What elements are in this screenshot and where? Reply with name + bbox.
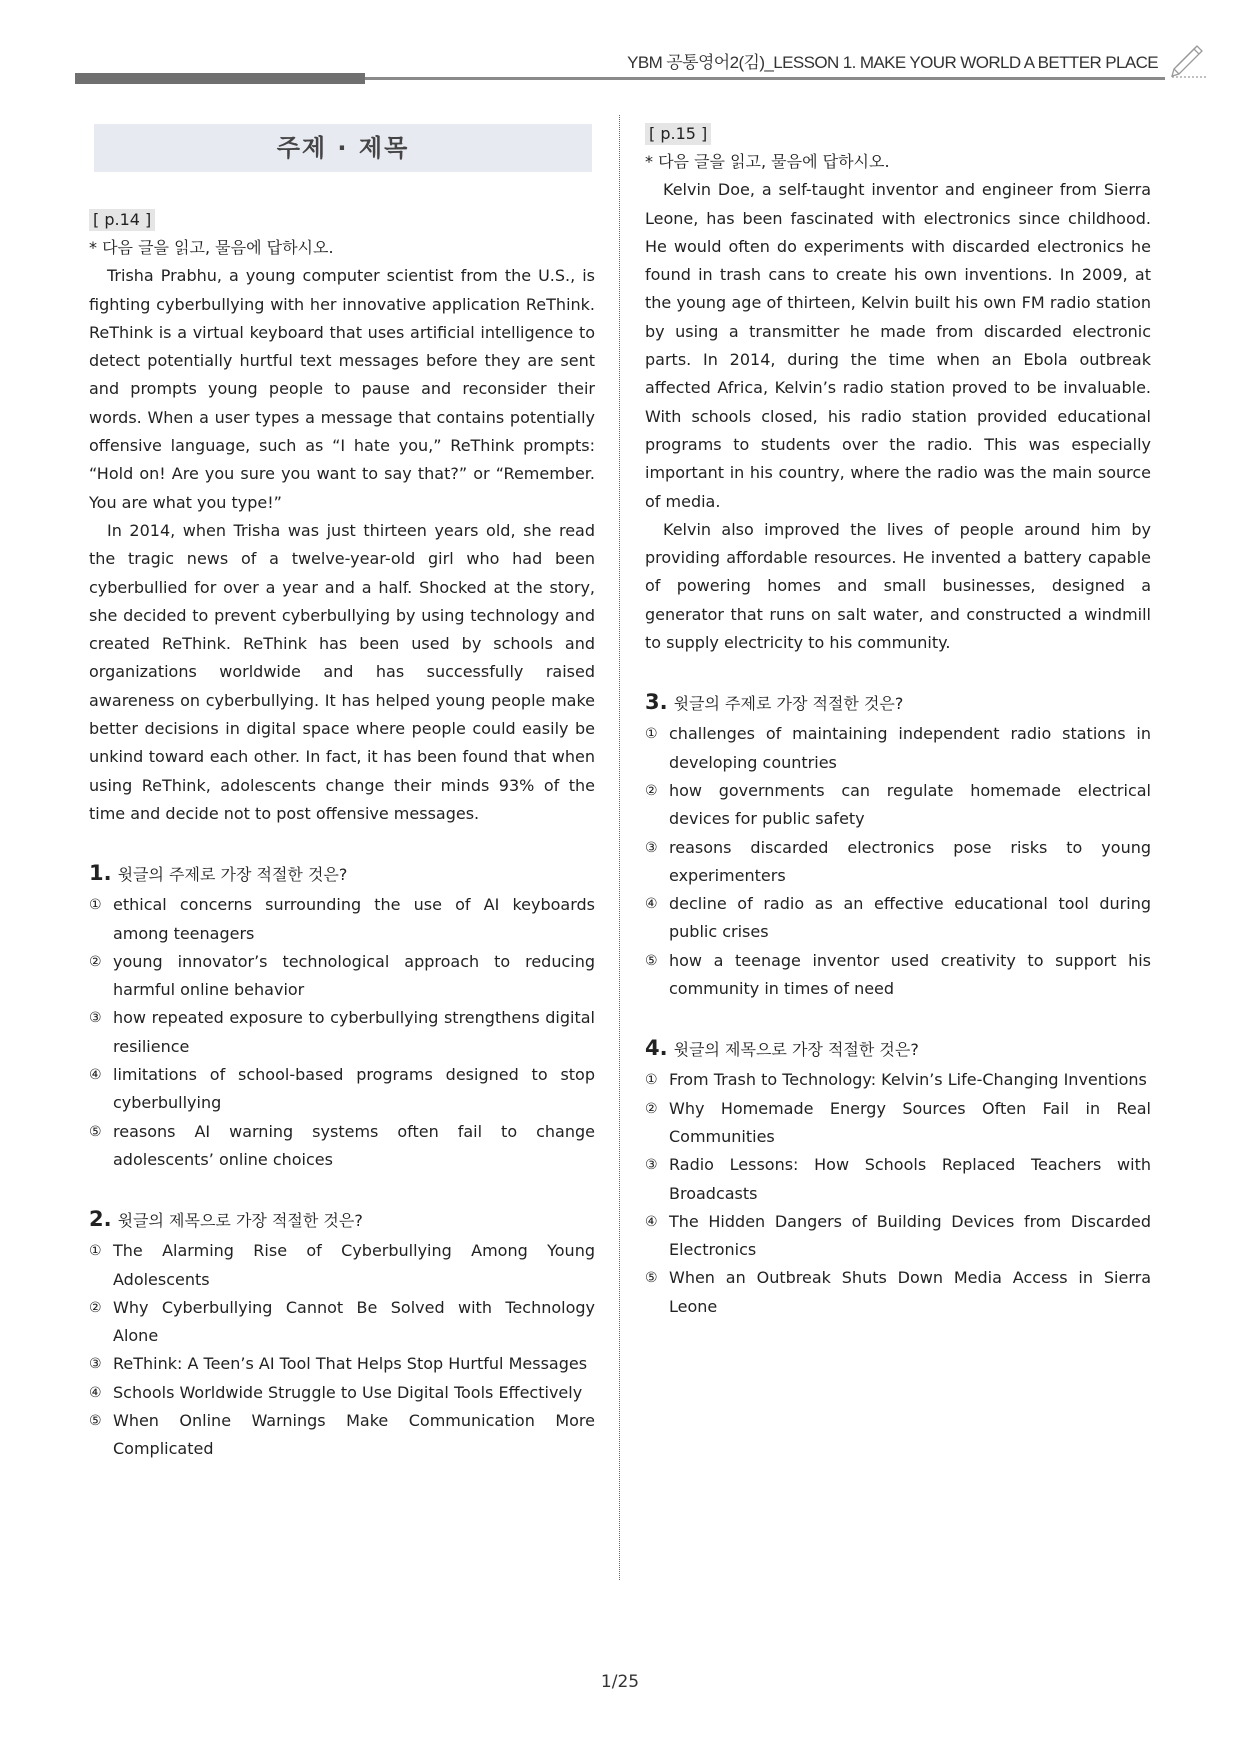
option-text: Why Homemade Energy Sources Often Fail in Real Communities	[669, 1098, 1151, 1146]
question-number: 1.	[89, 861, 112, 886]
answer-option[interactable]	[645, 720, 1151, 777]
option-marker: ①	[645, 1072, 658, 1089]
option-marker: ②	[645, 1100, 658, 1117]
answer-option[interactable]	[645, 834, 1151, 891]
option-text: Schools Worldwide Struggle to Use Digital Tools Effectively	[113, 1382, 583, 1402]
question-2	[89, 1204, 595, 1463]
option-text: The Alarming Rise of Cyberbullying Among Young Adolescents	[113, 1241, 595, 1289]
question-number: 4.	[645, 1036, 668, 1061]
option-text: how repeated exposure to cyberbullying strengthens digital resilience	[113, 1008, 595, 1056]
option-marker: ④	[89, 1384, 102, 1401]
question-4	[645, 1033, 1151, 1321]
option-text: limitations of school-based programs designed to stop cyberbullying	[113, 1065, 595, 1113]
option-marker: ①	[645, 726, 658, 743]
option-marker: ③	[89, 1010, 102, 1027]
answer-option[interactable]	[645, 1066, 1151, 1094]
answer-option[interactable]	[645, 777, 1151, 834]
question-stem: 윗글의 주제로 가장 적절한 것은?	[117, 865, 348, 885]
option-marker: ⑤	[645, 1270, 658, 1287]
right-column	[645, 120, 1151, 1321]
option-marker: ④	[645, 896, 658, 913]
left-column	[89, 124, 595, 1464]
option-marker: ①	[89, 1243, 102, 1260]
option-text: From Trash to Technology: Kelvin’s Life-Changing Inventions	[669, 1070, 1147, 1090]
reading-passage	[645, 176, 1151, 657]
answer-option[interactable]	[89, 1118, 595, 1175]
option-text: decline of radio as an effective educational tool during public crises	[669, 894, 1151, 942]
option-text: Radio Lessons: How Schools Replaced Teachers with Broadcasts	[669, 1155, 1151, 1203]
question-stem: 윗글의 제목으로 가장 적절한 것은?	[673, 1040, 919, 1060]
option-text: reasons discarded electronics pose risks to young experimenters	[669, 837, 1151, 885]
option-marker: ②	[89, 953, 102, 970]
instruction: * 다음 글을 읽고, 물음에 답하시오.	[645, 152, 890, 171]
question-3	[645, 687, 1151, 1003]
instruction: * 다음 글을 읽고, 물음에 답하시오.	[89, 238, 334, 257]
option-marker: ②	[645, 782, 658, 799]
answer-option[interactable]	[89, 1004, 595, 1061]
answer-option[interactable]	[89, 1237, 595, 1294]
option-text: reasons AI warning systems often fail to change adolescents’ online choices	[113, 1121, 595, 1169]
question-stem: 윗글의 제목으로 가장 적절한 것은?	[117, 1211, 363, 1231]
option-marker: ⑤	[645, 952, 658, 969]
passage-paragraph: Trisha Prabhu, a young computer scientist from the U.S., is fighting cyberbullying with her innovative application ReThink. ReThink is a virtual keyboard that uses artificial intelligence to detect potentially hurtful text messages before they are sent and prompts young people to pause and reconsider their words. When a user types a message that contains potentially offensive language, such as “I hate you,” ReThink prompts: “Hold on! Are you sure you want to say that?” or “Remember. You are what you type!”	[89, 266, 595, 512]
column-divider	[619, 115, 620, 1580]
option-text: When Online Warnings Make Communication More Complicated	[113, 1410, 595, 1459]
passage-paragraph: Kelvin Doe, a self-taught inventor and engineer from Sierra Leone, has been fascinated with electronics since childhood. He would often do experiments with discarded electronics he found in trash cans to create his own inventions. In 2009, at the young age of thirteen, Kelvin built his own FM radio station by using a transmitter he made from discarded electronic parts. In 2014, during the time when an Ebola outbreak affected Africa, Kelvin’s radio station proved to be invaluable. With schools closed, his radio station provided educational programs to students over the radio. This was especially important in his country, where the radio was the main source of media.	[645, 180, 1151, 511]
answer-option[interactable]	[645, 1095, 1151, 1152]
option-marker: ④	[645, 1213, 658, 1230]
option-text: When an Outbreak Shuts Down Media Access in Sierra Leone	[669, 1268, 1151, 1316]
document-header-title: YBM 공통영어2(김)_LESSON 1. MAKE YOUR WORLD A BETTER PLACE	[627, 53, 1158, 72]
option-text: young innovator’s technological approach to reducing harmful online behavior	[113, 951, 595, 1000]
option-text: The Hidden Dangers of Building Devices from Discarded Electronics	[669, 1211, 1151, 1260]
option-marker: ②	[89, 1299, 102, 1316]
option-marker: ④	[89, 1067, 102, 1084]
answer-option[interactable]	[89, 948, 595, 1005]
option-text: ReThink: A Teen’s AI Tool That Helps Stop Hurtful Messages	[113, 1354, 588, 1374]
answer-option[interactable]	[89, 1407, 595, 1464]
answer-option[interactable]	[645, 947, 1151, 1004]
page-reference: [ p.15 ]	[645, 123, 711, 145]
option-marker: ⑤	[89, 1123, 102, 1140]
option-text: Why Cyberbullying Cannot Be Solved with Technology Alone	[113, 1297, 595, 1346]
pencil-icon	[1165, 38, 1207, 80]
option-marker: ⑤	[89, 1412, 102, 1429]
answer-option[interactable]	[89, 1350, 595, 1378]
answer-option[interactable]	[89, 1061, 595, 1118]
passage-paragraph: In 2014, when Trisha was just thirteen years old, she read the tragic news of a twelve-year-old girl who had been cyberbullied for over a year and a half. Shocked at the story, she decided to prevent cyberbullying by using technology and created ReThink. ReThink has been used by schools and organizations worldwide and has successfully raised awareness on cyberbullying. It has helped young people make better decisions in digital space where people could easily be unkind toward each other. In fact, it has been found that when using ReThink, adolescents change their minds 93% of the time and decide not to post offensive messages.	[89, 520, 595, 823]
option-text: ethical concerns surrounding the use of AI keyboards among teenagers	[113, 895, 595, 943]
option-text: how a teenage inventor used creativity to support his community in times of need	[669, 950, 1151, 999]
page-reference: [ p.14 ]	[89, 209, 155, 231]
option-marker: ③	[645, 1157, 658, 1174]
passage-paragraph: Kelvin also improved the lives of people around him by providing affordable resources. He invented a battery capable of powering homes and small businesses, designed a generator that runs on salt water, and constructed a windmill to supply electricity to his community.	[645, 519, 1151, 653]
option-marker: ③	[645, 839, 658, 856]
answer-option[interactable]	[645, 1208, 1151, 1265]
question-stem: 윗글의 주제로 가장 적절한 것은?	[673, 694, 904, 714]
question-1	[89, 858, 595, 1174]
page-number: 1/25	[600, 1672, 640, 1692]
header-rule-thick	[75, 73, 365, 84]
option-text: how governments can regulate homemade electrical devices for public safety	[669, 780, 1151, 829]
question-number: 3.	[645, 690, 668, 715]
option-marker: ③	[89, 1356, 102, 1373]
header-rule-thin	[365, 77, 1165, 80]
option-text: challenges of maintaining independent radio stations in developing countries	[669, 724, 1151, 772]
answer-option[interactable]	[89, 1379, 595, 1407]
answer-option[interactable]	[645, 1264, 1151, 1321]
section-title: 주제 · 제목	[94, 124, 592, 172]
option-marker: ①	[89, 897, 102, 914]
answer-option[interactable]	[89, 891, 595, 948]
answer-option[interactable]	[645, 890, 1151, 947]
answer-option[interactable]	[89, 1294, 595, 1351]
question-number: 2.	[89, 1207, 112, 1232]
answer-option[interactable]	[645, 1151, 1151, 1208]
reading-passage	[89, 262, 595, 828]
